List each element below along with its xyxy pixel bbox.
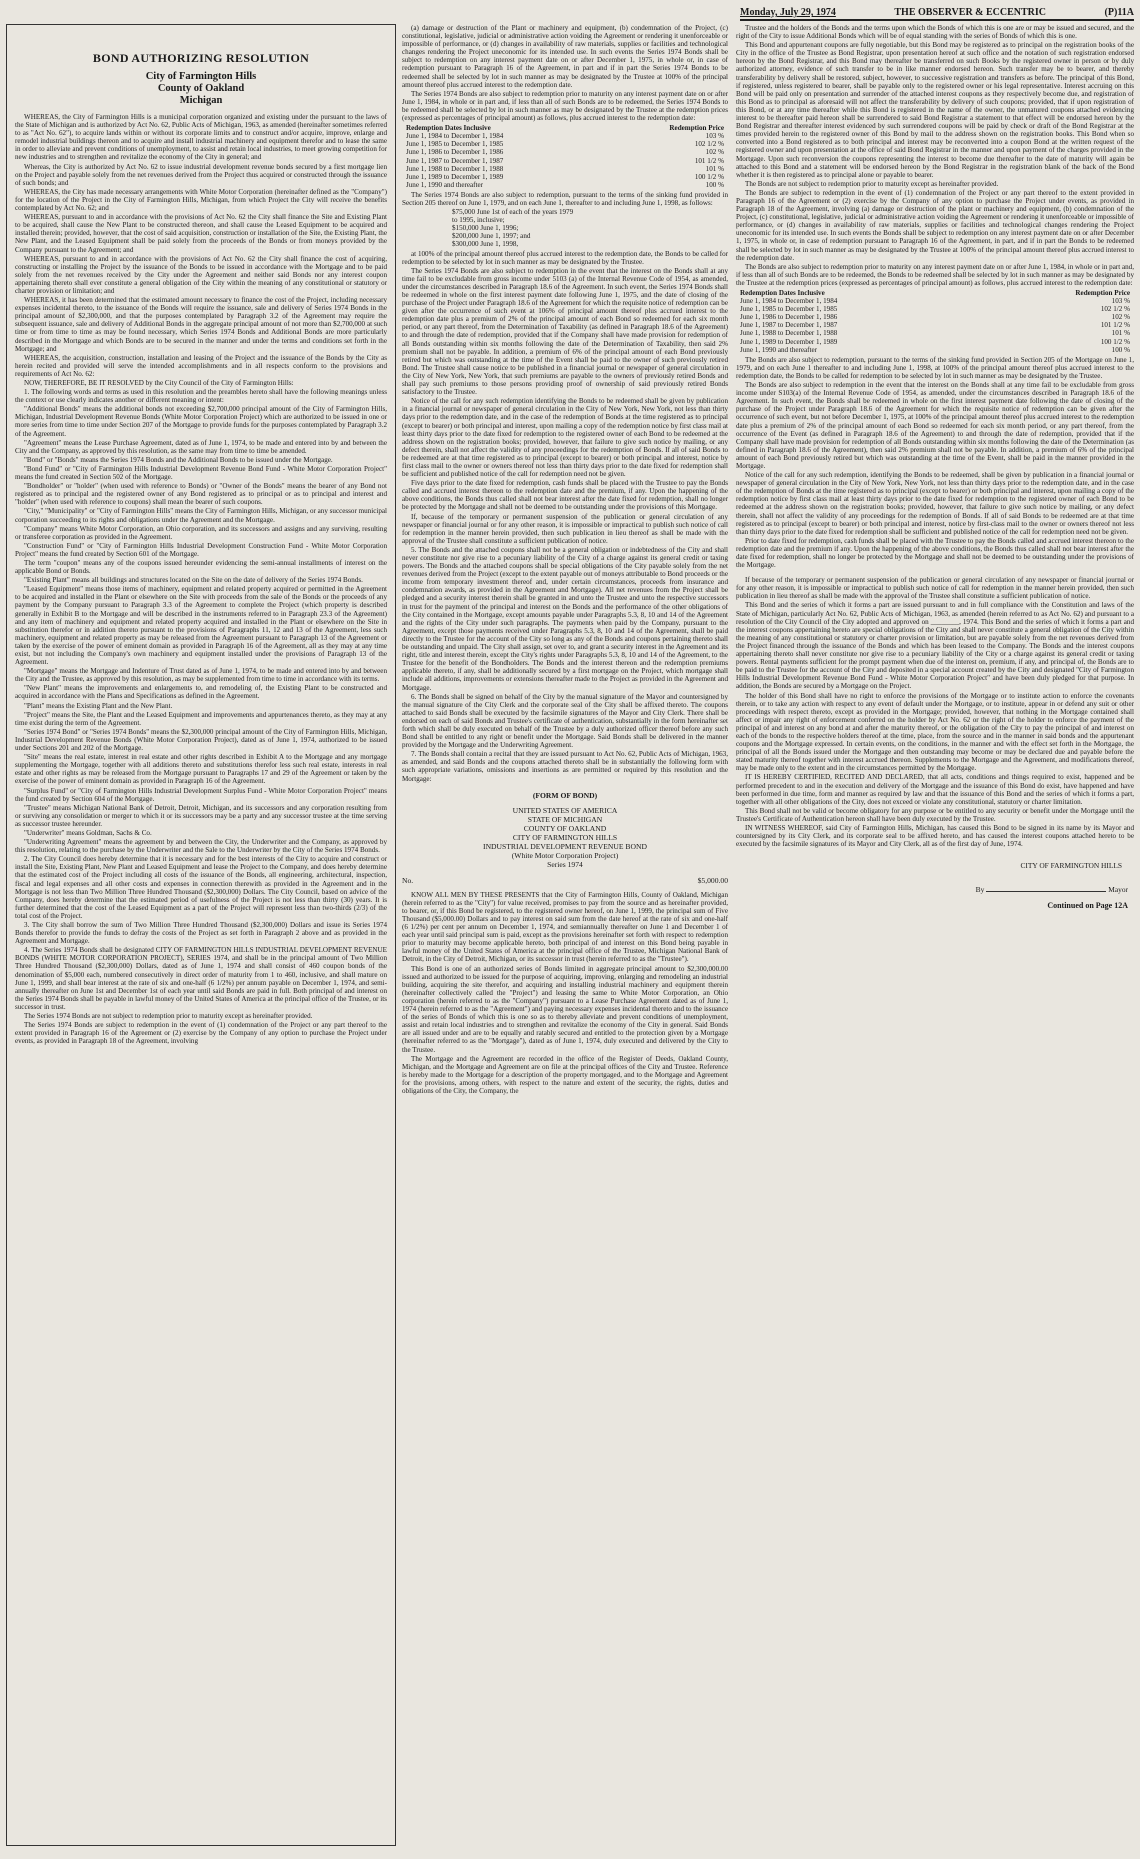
paragraph: 3. The City shall borrow the sum of Two Million Three Hundred Thousand ($2,300,000) Dollars and issue its Series 1974 Bonds therefor to provide the funds to defray the costs of the Project as set forth in Paragraph 2 above and as provided in the Agreement and Mortgage.	[15, 921, 387, 946]
form-line-bond: INDUSTRIAL DEVELOPMENT REVENUE BOND	[483, 841, 647, 851]
paragraph: WHEREAS, the City has made necessary arrangements with White Motor Corporation (hereinafter defined as the "Company") for the location of the Project in the City of Farmington Hills, Michigan, from which Project the City will receive the benefits contemplated by Act No. 62; and	[15, 187, 387, 213]
table-row	[402, 173, 728, 181]
column-2-body-c	[402, 891, 728, 1095]
table-row	[736, 297, 1134, 305]
table-row	[736, 338, 1134, 346]
county-name: County of Oakland	[157, 83, 245, 94]
redemption-date-range: June 1, 1987 to December 1, 1987	[740, 321, 838, 330]
table-row	[402, 165, 728, 173]
form-line-state: STATE OF MICHIGAN	[527, 814, 603, 824]
paragraph: This Bond and appurtenant coupons are fully negotiable, but this Bond may be registered as to principal on the registration books of the City in the office of the Trustee as Bond Registrar, upon presentation hereof at such office and the notation of such registration endorsed hereon by the Bond Registrar, and this Bond may thereafter be transferred on such Books by the registered owner in person or by duly authorized attorney, evidence of such transfer to be in like manner endorsed hereon. Such transfer may be to bearer, and thereby transferability by delivery shall be restored, subject, however, to successive registration and transfers as before. The principal of this Bond, if registered, unless registered to bearer, shall be payable only to the registered owner or his legal representative. Interest accruing on this Bond will be paid only on presentation and surrender of the attached interest coupons as they respectively become due, and registration of this Bond as to principal as aforesaid will not affect the transferability by delivery of such coupons; provided, that if upon registration of this Bond, or at any time thereafter while this Bond is registered in the name of the owner, the unmatured coupons attached evidencing interest to be thereafter paid hereon shall be surrendered to said Bond Registrar a statement to that effect will be endorsed hereon by the Bond Registrar and thereafter interest evidenced by such surrendered coupons will be paid by check or draft of the Bond Registrar at the times provided herein to the registered owner of this Bond by mail to the address shown on the registration books. This Bond when so converted into a Bond registered as to both principal and interest may be reconverted into a coupon Bond at the written request of the registered owner and upon presentation at the office of said Bond Registrar in the manner and upon payment of the charges provided in the Mortgage. Upon such reconversion the coupons representing the interest to become due thereafter to the date of maturity will again be attached to this Bond and a statement will be endorsed hereon by the Bond Registrar in the registration blank of the back of the Bond whether it is then registered as to principal alone or payable to bearer.	[736, 41, 1134, 179]
table-row	[402, 140, 728, 148]
paragraph: "New Plant" means the improvements and enlargements to, and remodeling of, the Existing Plant to be constructed and acquired in accordance with the Plans and Specifications as defined in the Agreement.	[15, 684, 387, 701]
paragraph: 7. The Bonds shall contain a recital that they are issued pursuant to Act No. 62, Public Acts of Michigan, 1963, as amended, and said Bonds and the coupons attached thereto shall be in substantially the following form with such appropriate variations, omissions and insertions as are permitted or required by this resolution and the Mortgage:	[402, 750, 728, 783]
redemption-price: 100 %	[1111, 345, 1130, 354]
paragraph: (a) damage or destruction of the Plant or machinery and equipment, (b) condemnation of the Project, (c) constitutional, legislative, judicial or administrative action voiding the Agreement or rendering it unenforceable or impossible of performance, or (d) changes in availability of raw materials, supplies or facilities and technological changes rendering the Project uneconomic for its intended use. In such events the Series 1974 Bonds shall be subject to redemption on any interest payment date on or after December 1, 1975, in whole or, in case of redemption pursuant to Paragraph 16 of the Agreement, in part and if in part the Series 1974 Bonds to be redeemed shall be selected by lot in such manner as may be designated by the Trustee at 100% of the principal amount thereof plus accrued interest to the redemption date.	[402, 24, 728, 89]
paragraph: "Bondholder" or "holder" (when used with reference to Bonds) or "Owner of the Bonds" means the bearer of any Bond not registered as to principal and the registered owner of any Bond registered as to principal or as to principal and interest and "holder" (when used with reference to coupons) shall mean the bearer of such coupons.	[15, 482, 387, 507]
table-row	[736, 329, 1134, 337]
paragraph: The Series 1974 Bonds are also subject to redemption prior to maturity on any interest payment date on or after June 1, 1984, in whole or in part and, if less than all of such Bonds are to be redeemed, the Series 1974 Bonds to be redeemed shall be selected by lot in such manner as may be designated by the Trustee at the redemption prices (expressed as percentages of principal amount) as follows, plus accrued interest to the redemption date:	[402, 89, 728, 123]
column-2-body-b	[402, 250, 728, 783]
continued-note: Continued on Page 12A	[1047, 901, 1128, 911]
paragraph: NOW, THEREFORE, BE IT RESOLVED by the City Council of the City of Farmington Hills:	[24, 379, 294, 387]
table-header-dates: Redemption Dates Inclusive	[406, 124, 491, 133]
masthead	[740, 4, 1134, 21]
redemption-table-1	[402, 124, 728, 189]
paragraph: "Company" means White Motor Corporation, an Ohio corporation, and its successors and assigns and any surviving, resulting or transferee corporation as provided in the Agreement.	[15, 524, 387, 541]
issue-date: Monday, July 29, 1974	[740, 7, 836, 18]
redemption-date-range: June 1, 1989 to December 1, 1989	[740, 337, 838, 346]
paragraph: "Series 1974 Bond" or "Series 1974 Bonds" means the $2,300,000 principal amount of the City of Farmington Hills, Michigan, Industrial Development Revenue Bonds (White Motor Corporation Project), dated as of June 1, 1974, authorized to be issued under Sections 201 and 202 of the Mortgage.	[15, 727, 387, 753]
paragraph: Notice of the call for any such redemption, identifying the Bonds to be redeemed, shall be given by publication in a financial journal or newspaper of general circulation in the City of New York, New York, not less than thirty days prior to the redemption date, and in the case of the redemption of Bonds at the time registered as to principal (except to bearer) or both principal and interest, upon mailing a copy of the redemption notice by first class mail at least thirty days prior to the date fixed for redemption to the registered owner of each Bond to be redeemed at the address shown on the registration books; provided, however, that failure to give such notice by mailing, or any defect therein, shall not affect the validity of any proceedings for the redemption of Bonds. If all of said Bonds to be redeemed are at that time registered as to principal (except to bearer) or both principal and interest, notice by first-class mail to the owner or owners thereof not less than thirty days prior to the date fixed for redemption shall be sufficient and published notice of the call for redemption need not be given.	[736, 471, 1134, 536]
sinking-fund-amounts	[452, 208, 728, 248]
table-row	[736, 305, 1134, 313]
paragraph: 5. The Bonds and the attached coupons shall not be a general obligation or indebtedness of the City and shall never constitute nor give rise to a pecuniary liability of the City of a charge against its general credit or taxing powers. The Bonds and the attached coupons shall be special obligations of the City payable solely from the net revenues derived from the Project (except to the extent payable out of moneys attributable to Bond proceeds or the income from temporary investment thereof and, under certain circumstances, proceeds from insurance and condemnation awards, as provided in the Agreement and Mortgage). All net revenues from the Project shall be pledged and a security interest therein shall be granted in and unto the Trustee and unto the respective successors in trust for the payment of the principal and interest on the Bonds and the performance of the other obligations of the City contained in the Mortgage, except amounts payable under Paragraphs 5.3, 8, 10 and 14 of the Agreement and the rights of the City under such paragraphs. The payments when paid by the Company, pursuant to the Agreement, except those payments received under Paragraphs 5.3, 8, 10 and 14 of the Agreement, shall be paid directly to the Trustee for the account of the City so long as any of the Bonds and coupons pertaining thereto shall be outstanding and unpaid. The City shall assign, set over to, and grant a security interest in the Agreement and its right, title and interest therein, except the City's rights under Paragraphs 5.3, 8, 10 and 14 of the Agreement, to the Trustee for the benefit of the Bondholders. The Bonds and the interest thereon and the redemption premiums applicable thereto, if any, shall be additionally secured by a first mortgage on the Project, which mortgage shall include all additions, improvements or extensions thereafter made to the Project as provided in the Agreement and Mortgage.	[402, 545, 728, 692]
redemption-price: 101 %	[705, 164, 724, 173]
paragraph: "Site" means the real estate, interest in real estate and other rights described in Exhibit A to the Mortgage and any mortgage supplementing the Mortgage, together with all additions thereto and substitutions therefor less such real estate, interests in real estate and other rights as may be released from the Mortgage pursuant to Paragraphs 17 and 29 of the Agreement or taken by the exercise of the power of eminent domain as provided in Paragraph 16 of the Agreement.	[15, 753, 387, 786]
redemption-price: 101 1/2 %	[1100, 321, 1130, 330]
sinking-fund-line: $150,000 June 1, 1996;	[452, 224, 519, 233]
paragraph: 1. The following words and terms as used in this resolution and the preambles hereto shall have the following meanings unless the context or use clearly indicates another or different meaning or intent:	[15, 388, 387, 405]
paragraph: WHEREAS, the City of Farmington Hills is a municipal corporation organized and existing under the pursuant to the laws of the State of Michigan and is authorized by Act No. 62, Public Acts of Michigan, 1963, as amended (hereinafter sometimes referred to as "Act No. 62"), to acquire lands within or without its corporate limits and to construct and/or acquire, improve, enlarge and remodel industrial buildings thereon and to acquire and install industrial machinery and equipment therefor and to lease the same in order to alleviate and prevent conditions of unemployment, to assist and retain local industries, to meet growing competition for new industries and to strengthen and revitalize the economy of the City in general; and	[15, 113, 387, 162]
table-header-price: Redemption Price	[669, 124, 724, 133]
paragraph: If because of the temporary or permanent suspension of the publication or general circulation of any newspaper or financial journal or for any other reason, it is impossible or impractical to publish such notice of call for redemption in the manner herein provided, then such publication in lieu thereof as shall be made with the approval of the Trustee shall constitute a sufficient publication of notice.	[736, 576, 1134, 601]
sinking-fund-line: to 1995, inclusive;	[452, 216, 505, 225]
paragraph: The term "coupon" means any of the coupons issued hereunder evidencing the semi-annual installments of interest on the applicable Bond or Bonds.	[15, 558, 387, 576]
column-2-body-a	[402, 24, 728, 122]
signature-rule	[986, 891, 1106, 892]
bond-number-label: No.	[402, 875, 414, 885]
paragraph: IT IS HEREBY CERTIFIED, RECITED AND DECLARED, that all acts, conditions and things required to exist, happened and be performed precedent to and in the execution and delivery of the Mortgage and the issuance of this Bond do exist, have happened and have been performed in due time, form and manner as required by law and that the issuance of this Bond and the series of which it forms a part, together with all other obligations of the City, does not exceed or violate any constitutional, statutory or charter limitation.	[736, 773, 1134, 806]
redemption-price: 102 1/2 %	[694, 140, 724, 149]
paragraph: "Plant" means the Existing Plant and the New Plant.	[24, 701, 173, 710]
paragraph: IN WITNESS WHEREOF, said City of Farmington Hills, Michigan, has caused this Bond to be signed in its name by its Mayor and countersigned by its City Clerk, and its corporate seal to be affixed hereto, and has caused the interest coupons attached hereto to be executed by the facsimile signatures of its Mayor and City Clerk, all as of the first day of June, 1974.	[736, 824, 1134, 849]
paragraph: 4. The Series 1974 Bonds shall be designated CITY OF FARMINGTON HILLS INDUSTRIAL DEVELOPMENT REVENUE BONDS (WHITE MOTOR CORPORATION PROJECT), SERIES 1974, and shall be in the principal amount of Two Million Three Hundred Thousand ($2,300,000) Dollars, dated as of June 1, 1974 and shall consist of 460 coupon bonds of the denomination of $5,000 each, numbered consecutively in direct order of maturity from 1 to 460, inclusive, and shall mature on June 1, 1999, and shall bear interest at the rate of six and one-half (6 1/2%) per annum payable on December 1, 1974, and semi-annually thereafter on June 1st and December 1st of each year until said Bonds are paid in full. Both principal of and interest on the Series 1974 Bonds shall be payable in lawful money of the United States of America at the principal office of the Trustee, or its successor in trust.	[15, 946, 388, 1011]
city-name: City of Farmington Hills	[145, 71, 257, 82]
paragraph: "Trustee" means Michigan National Bank of Detroit, Detroit, Michigan, and its successors and any corporation resulting from or surviving any consolidation or merger to which it or its successors may be a party and any successor trustee at the time serving as successor trustee hereunder.	[15, 803, 387, 828]
paragraph: The Series 1974 Bonds are subject to redemption in the event of (1) condemnation of the Project or any part thereof to the extent provided in Paragraph 16 of the Agreement or (2) exercise by the Company of any option to purchase the Project under events, as provided in Paragraph 18 of the Agreement, involving	[15, 1021, 387, 1046]
paragraph: The Series 1974 Bonds are not subject to redemption prior to maturity except as hereinafter provided.	[24, 1012, 313, 1021]
table-row	[402, 157, 728, 165]
paragraph: "Additional Bonds" means the additional bonds not exceeding $2,700,000 principal amount of the City of Farmington Hills, Michigan, Industrial Development Revenue Bonds (White Motor Corporation Project) which are authorized to be issued in one or more series from time to time under Section 207 of the Mortgage to provide funds for the purposes contemplated by Paragraph 3.2 of the Agreement.	[15, 405, 387, 438]
form-of-bond-title: (FORM OF BOND)	[532, 790, 598, 800]
paragraph: KNOW ALL MEN BY THESE PRESENTS that the City of Farmington Hills, County of Oakland, Michigan (herein referred to as the "City") for value received, promises to pay from the source and as hereinafter provided, to bearer, or, if this Bond be registered, to the registered owner hereof, on June 1, 1999, the principal sum of Five Thousand ($5,000.00) Dollars and to pay interest on said sum from the date hereof at the rate of six and one-half (6 1/2%) per cent per annum on December 1, 1974, and semiannually thereafter on June 1 and December 1 of each year until said principal sum is paid, except as the provisions hereinafter set forth with respect to redemption prior to maturity may become applicable hereto, both principal of and interest on this Bond being payable in lawful money of the United States of America at the principal office of the Trustee, Michigan National Bank of Detroit, in the City of Detroit, Michigan, or its successor in trust (herein referred to as the "Trustee").	[402, 890, 728, 964]
form-line-city: CITY OF FARMINGTON HILLS	[512, 832, 618, 842]
paragraph: The holder of this Bond shall have no right to enforce the provisions of the Mortgage or to institute action to enforce the covenants therein, or to take any action with respect to any event of default under the Mortgage, or to institute, appear in or defend any suit or other proceedings with respect thereto, except as provided in the Mortgage; provided, however, that nothing in the Mortgage contained shall affect or impair any right of enforcement conferred on the holder by Act No. 62 or the right of the holder to enforce the payment of the principal of and interest on any bond at and after the maturity thereof, or the obligation of the City to pay the principal of and interest on each of the bonds to the respective holders thereof at the time, place, from the source and in the manner in said bonds and the appurtenant coupons and the Mortgage expressed. In certain events, on the conditions, in the manner and with the effect set forth in the Mortgage, the principal of all the Bonds issued under the Mortgage and then outstanding may become or may be declared due and payable before the stated maturity thereof together with interest accrued thereon. Supplements to the Mortgage and the Agreement, and modifications thereof, may be made only to the extent and in the circumstances permitted by the Mortgage.	[736, 691, 1134, 773]
redemption-date-range: June 1, 1985 to December 1, 1985	[406, 140, 504, 149]
column-3	[736, 24, 1134, 1854]
newspaper-name: THE OBSERVER & ECCENTRIC	[894, 7, 1047, 18]
redemption-price: 101 1/2 %	[694, 156, 724, 165]
paragraph: This Bond shall not be valid or become obligatory for any purpose or be entitled to any security or benefit under the Mortgage until the Trustee's Certificate of Authentication hereon shall have been duly executed by the Trustee.	[736, 806, 1134, 823]
form-line-country: UNITED STATES OF AMERICA	[512, 805, 618, 815]
bond-number-row	[402, 877, 728, 885]
redemption-price: 100 1/2 %	[1100, 337, 1130, 346]
table-row	[736, 346, 1134, 354]
paragraph: The Bonds are also subject to redemption, pursuant to the terms of the sinking fund provided in Section 205 of the Mortgage on June 1, 1979, and on each June 1 thereafter to and including June 1, 1998, at 100% of the principal amount thereof plus accrued interest to the redemption date, the Bonds to be called for redemption to be selected by lot in such manner as may be designated by the Trustee.	[736, 355, 1134, 380]
redemption-date-range: June 1, 1986 to December 1, 1986	[740, 313, 838, 322]
paragraph: "Agreement" means the Lease Purchase Agreement, dated as of June 1, 1974, to be made and entered into by and between the City and the Company, as approved by this resolution, as the same may from time to time be amended.	[15, 438, 387, 455]
signature-city: CITY OF FARMINGTON HILLS	[1020, 861, 1122, 871]
paragraph: "Bond" or "Bonds" means the Series 1974 Bonds and the Additional Bonds to be issued under the Mortgage.	[24, 455, 333, 464]
paragraph: The Bonds are subject to redemption in the event of (1) condemnation of the Project or any part thereof to the extent provided in Paragraph 16 of the Agreement or (2) exercise by the Company of any option to purchase the Project under events, as provided in Paragraph 18 of the Agreement, involving (a) damage or destruction of the plant or machinery and equipment, (b) condemnation of the Project, (c) constitutional, legislative, judicial or administrative action voiding the Agreement or rendering it unenforceable or impossible of performance, or (d) changes in availability of raw materials, supplies or facilities and technological changes rendering the Project uneconomic for its intended use. In such events the Bonds shall be subject to redemption on any interest payment date on or after December 1, 1975, in whole or, in case of redemption pursuant to Paragraph 16 of the Agreement, in part, and if in part the Bonds to be redeemed shall be selected by lot in such manner as may be designated by the Trustee at 100% of the principal amount thereof plus accrued interest to the redemption date.	[736, 188, 1134, 262]
redemption-price: 102 %	[705, 148, 724, 157]
table-row	[402, 132, 728, 140]
redemption-date-range: June 1, 1986 to December 1, 1986	[406, 148, 504, 157]
redemption-date-range: June 1, 1989 to December 1, 1989	[406, 172, 504, 181]
sinking-fund-line: $300,000 June 1, 1998,	[452, 240, 519, 249]
redemption-price: 100 1/2 %	[694, 172, 724, 181]
paragraph: "Existing Plant" means all buildings and structures located on the Site on the date of delivery of the Series 1974 Bonds.	[24, 576, 363, 585]
paragraph: "Underwriter" means Goldman, Sachs & Co.	[24, 828, 152, 837]
table-row	[736, 313, 1134, 321]
state-name: Michigan	[179, 95, 223, 106]
paragraph: The Series 1974 Bonds are also subject to redemption in the event that the interest on the Bonds shall at any time fail to be excludable from gross income under 5103 (a) of the Internal Revenue Code of 1954, as amended, under the circumstances described in Paragraph 18.6 of the Agreement. In such event, the Series 1974 Bonds shall be redeemed in whole on the first interest payment date following June 1, 1975, and the date of closing of the purchase of the Project under Paragraph 18.6 of the Agreement for which the requisite notice of redemption can be given after the occurrence of such event at 106% of principal amount thereof plus accrued interest to the redemption date plus a premium of 2% of the principal amount of each Bond so redeemed for each six month period, or any part thereof, from the Determination of Taxability (as defined in Paragraph 18.6 of the Agreement) to and through the date of redemption, provided that if the Company shall have made provision for redemption of all Bonds outstanding within six months following the date of the Determination of Taxability, then said 2% premium shall not be payable. In addition, a premium of 6% of the principal amount of each Bond previously retired but which was outstanding at the time of the Event shall be paid to the owner of such previously retired Bond. The Trustee shall cause notice to be published in a financial journal or newspaper of general circulation in the City of New York, New York, that such premiums are payable to the owners of previously retired Bonds and shall pay such premiums to those persons providing proof of ownership of said previously retired Bonds satisfactory to the Trustee.	[402, 266, 728, 397]
paragraph: at 100% of the principal amount thereof plus accrued interest to the redemption date, the Bonds to be called for redemption to be selected by lot in such manner as may be designated by the Trustee.	[402, 249, 728, 266]
paragraph: The Bonds are also subject to redemption prior to maturity on any interest payment date on or after June 1, 1984, in whole or in part and, if less than all of such Bonds are to be redeemed, the Bonds to be redeemed shall be selected by lot in such manner as may be designated by the Trustee at the redemption prices (expressed as percentages of principal amount) as follows, plus accrued interest to the redemption date:	[736, 262, 1134, 287]
paragraph: 6. The Bonds shall be signed on behalf of the City by the manual signature of the Mayor and countersigned by the manual signature of the City Clerk and the corporate seal of the City shall be affixed thereto. The coupons attached to said Bonds shall be executed by the facsimile signatures of the Mayor and City Clerk. There shall be endorsed on each of said Bonds and Trustee's certificate of authentication, substantially in the form hereinafter set forth which shall be duly executed on behalf of the Trustee by a duly authorized officer thereof before any such Bond shall be entitled to any right or benefit under the Mortgage. Said Bonds shall be delivered in the manner provided by the Mortgage and the Underwriting Agreement.	[402, 692, 728, 750]
form-line-county: COUNTY OF OAKLAND	[523, 823, 607, 833]
redemption-date-range: June 1, 1988 to December 1, 1988	[740, 329, 838, 338]
paragraph: "Surplus Fund" or "City of Farmington Hills Industrial Development Surplus Fund - White Motor Corporation Project" means the fund created by Section 604 of the Mortgage.	[15, 786, 387, 803]
signature-block	[736, 862, 1134, 894]
paragraph: 2. The City Council does hereby determine that it is necessary and for the best interests of the City to acquire and construct or install the Site, Existing Plant, New Plant and Leased Equipment and lease the Project to the Company, and does hereby determine that the estimated cost of the Project including all costs of the issuance of the Bonds, all engineering, architectural, inspection, fiscal and legal expenses and all other costs and expenses in connection therewith as provided in the Agreement and in the Mortgage is not less than Two Million Three Hundred Thousand ($2,300,000) Dollars. The City Council, based on advice of the Company, does hereby determine that the estimated period of usefulness of the Project is not less than thirty (30) years. It is further determined that the cost of the Leased Equipment as a part of the Project will represent less than two-thirds (2/3) of the total cost of the Project.	[15, 855, 387, 920]
redemption-date-range: June 1, 1990 and thereafter	[406, 180, 484, 189]
redemption-price: 100 %	[705, 180, 724, 189]
table-row	[402, 181, 728, 189]
signature-by-label: By	[975, 885, 985, 895]
paragraph: "Mortgage" means the Mortgage and Indenture of Trust dated as of June 1, 1974, to be made and entered into by and between the City and the Trustee, as approved by this resolution, as may be supplemented from time to time in accordance with its terms.	[15, 667, 387, 684]
redemption-date-range: June 1, 1990 and thereafter	[740, 345, 818, 354]
paragraph: The Bonds are not subject to redemption prior to maturity except as hereinafter provided.	[745, 179, 999, 188]
signature-role: Mayor	[1108, 885, 1128, 895]
page-number: (P)11A	[1104, 7, 1134, 18]
resolution-title: BOND AUTHORIZING RESOLUTION	[92, 51, 310, 65]
redemption-price: 102 %	[1111, 313, 1130, 322]
column-1	[6, 24, 396, 1846]
paragraph: "City," "Municipality" or "City of Farmington Hills" means the City of Farmington Hills, Michigan, or any successor municipal corporation succeeding to its rights and obligations under the Agreement and the Mortgage.	[15, 507, 387, 524]
redemption-price: 102 1/2 %	[1100, 305, 1130, 314]
paragraph: WHEREAS, the acquisition, construction, installation and leasing of the Project and the issuance of the Bonds by the City as herein recited and provided will serve the intended accomplishments and in all respects conform to the provisions and requirements of Act No. 62:	[15, 353, 387, 378]
redemption-price: 101 %	[1111, 329, 1130, 338]
paragraph: This Bond and the series of which it forms a part are issued pursuant to and in full compliance with the Constitution and laws of the State of Michigan, particularly Act No. 62, Public Acts of Michigan, 1963, as amended (herein referred to as Act No. 62) and pursuant to a resolution of the City Council of the City adopted and approved on ________, 1974. This Bond and the series of which it forms a part and the interest coupons appertaining hereto are special obligations of the City and shall never constitute a general obligation of the City within the meaning of any constitutional or statutory or charter provision or limitation, but are payable solely from the net revenues derived from the Project financed through the issuance of the Bonds and which has been leased to the Company. The Bonds and the interest coupons appertaining thereto shall never constitute nor give rise to a pecuniary liability of the City or a charge against its general credit or taxing powers. Rental payments sufficient for the prompt payment when due of the interest on, premium, if any, and principal of, the Bonds are to be paid to the Trustee for the account of the City and deposited in a special account created by the City and designated "City of Farmington Hills Industrial Development Revenue Bond Fund - White Motor Corporation Project" and have been duly pledged for that purpose. In addition, the Bonds are secured by a Mortgage on the Project.	[736, 601, 1134, 691]
paragraph: Prior to date fixed for redemption, cash funds shall be placed with the Trustee to pay the Bonds called and accrued interest thereon to the redemption date and the premium if any. Upon the happening of the above conditions, the Bonds thus called shall not bear interest after the date fixed for redemption, shall no longer be protected by the Mortgage and shall not be deemed to be outstanding under the provisions of the Mortgage.	[736, 536, 1134, 570]
redemption-price: 103 %	[705, 132, 724, 141]
redemption-date-range: June 1, 1984 to December 1, 1984	[406, 132, 504, 141]
redemption-table-2	[736, 289, 1134, 354]
paragraph: WHEREAS, pursuant to and in accordance with the provisions of Act No. 62 the City shall finance the cost of acquiring, constructing or installing the Project by the issuance of the Bonds to be issued in accordance with the Mortgage and to be paid solely from the net revenues received by the City under the Agreement and neither said Bonds nor any interest coupon appertaining thereto shall ever constitute a general obligation of the City within the meaning of any constitutional or statutory or charter provision or limitation; and	[15, 254, 387, 295]
column-2	[402, 24, 728, 1854]
sinking-fund-line: $75,000 June 1st of each of the years 1979	[452, 208, 574, 217]
paragraph: "Bond Fund" or "City of Farmington Hills Industrial Development Revenue Bond Fund - White Motor Corporation Project" means the fund created in Section 502 of the Mortgage.	[15, 464, 387, 482]
table-row	[402, 148, 728, 156]
paragraph: "Leased Equipment" means those items of machinery, equipment and related property acquired or permitted in the Agreement to be acquired and installed in the Plant or elsewhere on the Site with proceeds from the sale of the Bonds or the proceeds of any payment by the Company pursuant to Paragraph 3.3 of the Agreement to complete the Project (which property is described generally in Exhibit B to the Mortgage and will be described in the instruments referred to in Paragraph 23.3 of the Agreement) and any item of machinery and equipment and related property acquired and installed in the Plant or elsewhere on the Site in substitution therefor or in addition thereto pursuant to the provisions of Paragraphs 11, 12 and 13 of the Agreement, less such machinery, equipment and related property as may be released from the Agreement pursuant to Paragraph 13 of the Agreement or taken by the exercise of the power of eminent domain as provided in Paragraph 16 of the Agreement, all as they may at any time exist, but not including the Company's own machinery and equipment installed under the provisions of Paragraph 13 of the Agreement.	[15, 585, 387, 667]
paragraph: Five days prior to the date fixed for redemption, cash funds shall be placed with the Trustee to pay the Bonds called and accrued interest thereon to the redemption date and the premium, if any. Upon the happening of the above conditions, the Bonds thus called shall not bear interest after the date fixed for redemption, shall no longer be protected by the Mortgage and shall not be deemed to be outstanding under the provisions of this Mortgage.	[402, 479, 728, 512]
sinking-fund-line: $200,000 June 1, 1997; and	[452, 232, 531, 241]
resolution-subtitle	[15, 71, 387, 107]
paragraph: WHEREAS, it has been determined that the estimated amount necessary to finance the cost of the Project, including necessary expenses incidental thereto, to the issuance of the Bonds will require the issuance, sale and delivery of Series 1974 Bonds in the principal amount of $2,300,000, and that the purposes contemplated by Paragraph 3.2 of the Agreement may require the subsequent issuance, sale and delivery of Additional Bonds in the aggregate principal amount of not more than $2,700,000 at such time or from time to time as may be found necessary, which Series 1974 Bonds and Additional Bonds are more particularly described in the Mortgage and which Bonds are to be secured in the manner and under the terms and conditions set forth in the Mortgage; and	[15, 296, 387, 353]
paragraph: The Bonds are also subject to redemption in the event that the interest on the Bonds shall at any time fail to be excludable from gross income under S103(a) of the Internal Revenue Code of 1954, as amended, under the circumstances described in Paragraph 18.6 of the Agreement. In such event, the Bonds shall be redeemed in whole on the first interest payment date following the date of closing of the purchase of the Project under Paragraph 18.6 of the Agreement for which the requisite notice of redemption can be given after the occurrence of such event, but not before December 1, 1975, at 100% of the principal amount thereof plus accrued interest to the redemption date plus a premium of 2% of the principal amount of each Bond so redeemed for each six month period, or any part thereof, from the occurrence of the Event (as defined in Paragraph 18.6 of the Agreement) to and through the date of redemption, provided that if the Company shall have made provision for redemption of all Bonds outstanding within six months following the date of the Determination (as defined in Paragraph 18.6 of the Agreement), then said 2% premium shall not be payable. In addition, a premium of 6% of the principal amount of each Bond previously retired but which was outstanding at the time of the Event, shall be paid in the manner provided in the Mortgage.	[736, 381, 1134, 470]
table-header-price: Redemption Price	[1075, 289, 1130, 297]
column-3-body-c	[736, 576, 1134, 848]
paragraph: The Mortgage and the Agreement are recorded in the office of the Register of Deeds, Oakland County, Michigan, and the Mortgage and Agreement are on file at the principal offices of the City and Trustee. Reference is hereby made to the Mortgage for a description of the property mortgaged, and to the Mortgage and Agreement for the provisions, among others, with respect to the nature and extent of the security, the rights, duties and obligations of the City, the Company, the	[402, 1054, 728, 1095]
paragraph: Notice of the call for any such redemption identifying the Bonds to be redeemed shall be given by publication in a financial journal or newspaper of general circulation in the City of New York, New York, not less than thirty days prior to the redemption date, and in the case of the redemption of Bonds at the time registered as to principal (except to bearer) or both principal and interest, upon mailing a copy of the redemption notice by first class mail at least thirty days prior to the date fixed for redemption to the registered owner of each Bond to be redeemed at the address shown on the registration books; provided, however, that failure to give such notice by mailing, or any defect therein, shall not affect the validity of any proceedings for the redemption of Bonds. If all of said Bonds to be redeemed are at that time registered as to principal (except to bearer) or both principal and interest, notice by first class mail to the owner or owners thereof not less than thirty days prior to the date fixed for redemption shall be sufficient and published notice of the call for redemption need not be given.	[402, 397, 728, 479]
redemption-date-range: June 1, 1984 to December 1, 1984	[740, 297, 838, 306]
form-line-project: (White Motor Corporation Project)	[511, 850, 619, 860]
redemption-date-range: June 1, 1985 to December 1, 1985	[740, 305, 838, 314]
paragraph: If, because of the temporary or permanent suspension of the publication or general circulation of any newspaper or financial journal or for any other reason, it is impossible or impractical to publish such notice of call for redemption in the manner herein provided, then such publication in lieu thereof as shall be made with the approval of the Trustee shall constitute a sufficient publication of notice.	[402, 512, 728, 545]
column-3-body-a	[736, 24, 1134, 287]
column-1-body	[15, 113, 387, 1045]
bond-amount: $5,000.00	[697, 875, 728, 885]
paragraph: Trustee and the holders of the Bonds and the terms upon which the Bonds of which this is one are or may be issued and secured, and the right of the City to issue Additional Bonds which will be of equal standing with the series of Bonds of which this is one.	[736, 24, 1134, 41]
column-3-body-b	[736, 356, 1134, 569]
redemption-price: 103 %	[1111, 297, 1130, 306]
paragraph: WHEREAS, pursuant to and in accordance with the provisions of Act No. 62 the City shall finance the Site and Existing Plant to be acquired, shall cause the New Plant to be constructed thereon, and shall cause the Leased Equipment to be acquired and installed therein; provided, however, that the cost of said acquisition, construction or installation of the Site, the Existing Plant, the New Plant, and the Leased Equipment shall be paid solely from the proceeds of the Bonds or from moneys provided by the Company pursuant to the Agreement; and	[15, 213, 387, 254]
table-row	[736, 321, 1134, 329]
paragraph: "Underwriting Agreement" means the agreement by and between the City, the Underwriter and the Company, as approved by this resolution, relating to the purchase by the Underwriter and the Sale to the Underwriter by the City of the Series 1974 Bonds.	[15, 838, 387, 855]
paragraph: "Construction Fund" or "City of Farmington Hills Industrial Development Construction Fund - White Motor Corporation Project" means the fund created by Section 601 of the Mortgage.	[15, 541, 387, 558]
table-header-dates: Redemption Dates Inclusive	[740, 289, 825, 297]
signature-line	[736, 886, 1134, 894]
paragraph: "Project" means the Site, the Plant and the Leased Equipment and improvements and appurtenances thereto, as they may at any time exist during the term of the Agreement.	[15, 710, 387, 727]
paragraph: This Bond is one of an authorized series of Bonds limited in aggregate principal amount to $2,300,000.00 issued and authorized to be issued for the purpose of acquiring, improving, enlarging and remodeling an industrial building, acquiring the site therefor, and acquiring and installing industrial machinery and equipment therein (hereinafter collectively called the "Project") and leasing the same to White Motor Corporation, an Ohio corporation (herein referred to as the "Company") pursuant to a Lease Purchase Agreement dated as of June 1, 1974 (herein referred to as the "Agreement") and paying necessary expenses incidental thereto and to the issuance of the series of Bonds of which this is one so as to thereby alleviate and prevent conditions of unemployment, assist and retain local industries and to strengthen and revitalize the economy of the City in general. Said Bonds are all issued under and are to be equally and ratably secured and entitled to the protection given by a Mortgage (hereinafter referred to as the "Mortgage"), dated as of June 1, 1974, duly executed and delivered by the City to the Trustee.	[402, 964, 728, 1054]
sinking-fund-paragraph: The Series 1974 Bonds are also subject to redemption, pursuant to the terms of the sinking fund provided in Section 205 thereof on June 1, 1979, and on each June 1, thereafter to and including June 1, 1998, as follows:	[402, 190, 728, 207]
form-of-bond-header	[402, 791, 728, 869]
paragraph: Whereas, the City is authorized by Act No. 62 to issue industrial development revenue bonds secured by a first mortgage lien on the Project and payable solely from the net revenues derived from the Project thus acquired or constructed through the issuance of such bonds; and	[15, 162, 387, 187]
form-line-series: Series 1974	[547, 859, 583, 869]
redemption-date-range: June 1, 1988 to December 1, 1988	[406, 164, 504, 173]
redemption-date-range: June 1, 1987 to December 1, 1987	[406, 156, 504, 165]
